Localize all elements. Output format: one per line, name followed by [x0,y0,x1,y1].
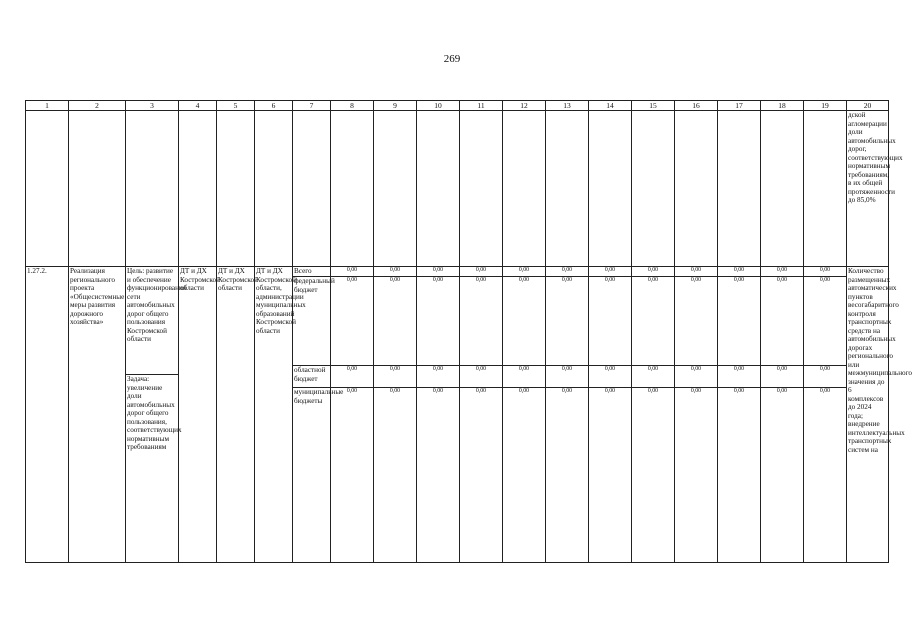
executor-col5: ДТ и ДХ Костромской области [217,267,255,563]
value-cell: 0,00 [761,267,804,277]
value-cell: 0,00 [718,366,761,388]
header-cell: 6 [255,101,293,111]
value-cell: 0,00 [804,388,847,563]
value-cell: 0,00 [675,366,718,388]
value-cell: 0,00 [632,267,675,277]
value-cell: 0,00 [460,388,503,563]
header-cell: 12 [503,101,546,111]
value-cell: 0,00 [503,267,546,277]
value-cell: 0,00 [460,277,503,366]
value-cell: 0,00 [589,388,632,563]
table-row [26,267,889,277]
value-cell: 0,00 [374,277,417,366]
value-cell: 0,00 [546,277,589,366]
value-cell: 0,00 [503,388,546,563]
row-code: 1.27.2. [26,267,69,563]
value-cell: 0,00 [331,277,374,366]
value-cell: 0,00 [632,277,675,366]
executor-col6: ДТ и ДХ Костромской области, администрации муниципальных образований Костромской области [255,267,293,563]
header-cell: 2 [69,101,126,111]
value-cell: 0,00 [761,277,804,366]
value-cell: 0,00 [718,388,761,563]
value-cell: 0,00 [804,277,847,366]
header-cell: 4 [179,101,217,111]
value-cell: 0,00 [589,267,632,277]
header-cell: 1 [26,101,69,111]
header-cell: 9 [374,101,417,111]
goal-task-cell [126,267,187,563]
value-cell: 0,00 [331,366,374,388]
value-cell: 0,00 [374,366,417,388]
header-cell: 5 [217,101,255,111]
value-cell: 0,00 [718,277,761,366]
executor-col4: ДТ и ДХ Костромской области [179,267,217,563]
value-cell: 0,00 [589,366,632,388]
value-cell: 0,00 [460,267,503,277]
header-cell: 15 [632,101,675,111]
task-text: Задача: увеличение доли автомобильных дорог общего пользования, соответствующих нормативным требованиям [127,375,182,451]
header-cell: 16 [675,101,718,111]
header-cell: 7 [293,101,331,111]
header-cell: 3 [126,101,179,111]
value-cell: 0,00 [804,267,847,277]
value-cell: 0,00 [589,277,632,366]
value-cell: 0,00 [718,267,761,277]
source-label: федеральный бюджет [293,277,331,366]
value-cell: 0,00 [675,388,718,563]
value-cell: 0,00 [546,366,589,388]
value-cell: 0,00 [460,366,503,388]
value-cell: 0,00 [675,277,718,366]
value-cell: 0,00 [761,388,804,563]
value-cell: 0,00 [331,388,374,563]
value-cell: 0,00 [417,366,460,388]
value-cell: 0,00 [503,277,546,366]
value-cell: 0,00 [374,388,417,563]
goal-text: Цель: развитие и обеспечение функционирования сети автомобильных дорог общего пользования Костромской области [126,267,178,375]
value-cell: 0,00 [546,267,589,277]
program-table [25,100,912,563]
header-cell: 14 [589,101,632,111]
header-cell: 13 [546,101,589,111]
value-cell: 0,00 [632,388,675,563]
source-label: муниципальные бюджеты [293,388,331,563]
value-cell: 0,00 [331,267,374,277]
row-name: Реализация регионального проекта «Общесистемные меры развития дорожного хозяйства» [69,267,126,563]
header-cell: 11 [460,101,503,111]
header-cell: 8 [331,101,374,111]
value-cell: 0,00 [546,388,589,563]
source-label: Всего [293,267,331,277]
header-cell: 17 [718,101,761,111]
value-cell: 0,00 [417,388,460,563]
value-cell: 0,00 [804,366,847,388]
continuation-result-text: дской агломерации доли автомобильных дорог, соответствующих нормативным требованиям, в их общей протяженности до 85,0% [847,111,889,267]
value-cell: 0,00 [503,366,546,388]
header-cell: 19 [804,101,847,111]
value-cell: 0,00 [417,267,460,277]
result-text: Количество размещенных автоматических пунктов весогабаритного контроля транспортных средств на автомобильных дорогах регионального или межмуниципального значения до 6 комплексов до 2024 года; внедрение интеллектуальных транспортных систем на [847,267,889,563]
header-cell: 20 [847,101,889,111]
header-cell: 10 [417,101,460,111]
column-number-header [26,101,889,111]
value-cell: 0,00 [632,366,675,388]
value-cell: 0,00 [417,277,460,366]
page-number: 269 [443,53,461,65]
value-cell: 0,00 [374,267,417,277]
value-cell: 0,00 [761,366,804,388]
value-cell: 0,00 [675,267,718,277]
source-label: областной бюджет [293,366,331,388]
continuation-row [26,111,889,267]
header-cell: 18 [761,101,804,111]
